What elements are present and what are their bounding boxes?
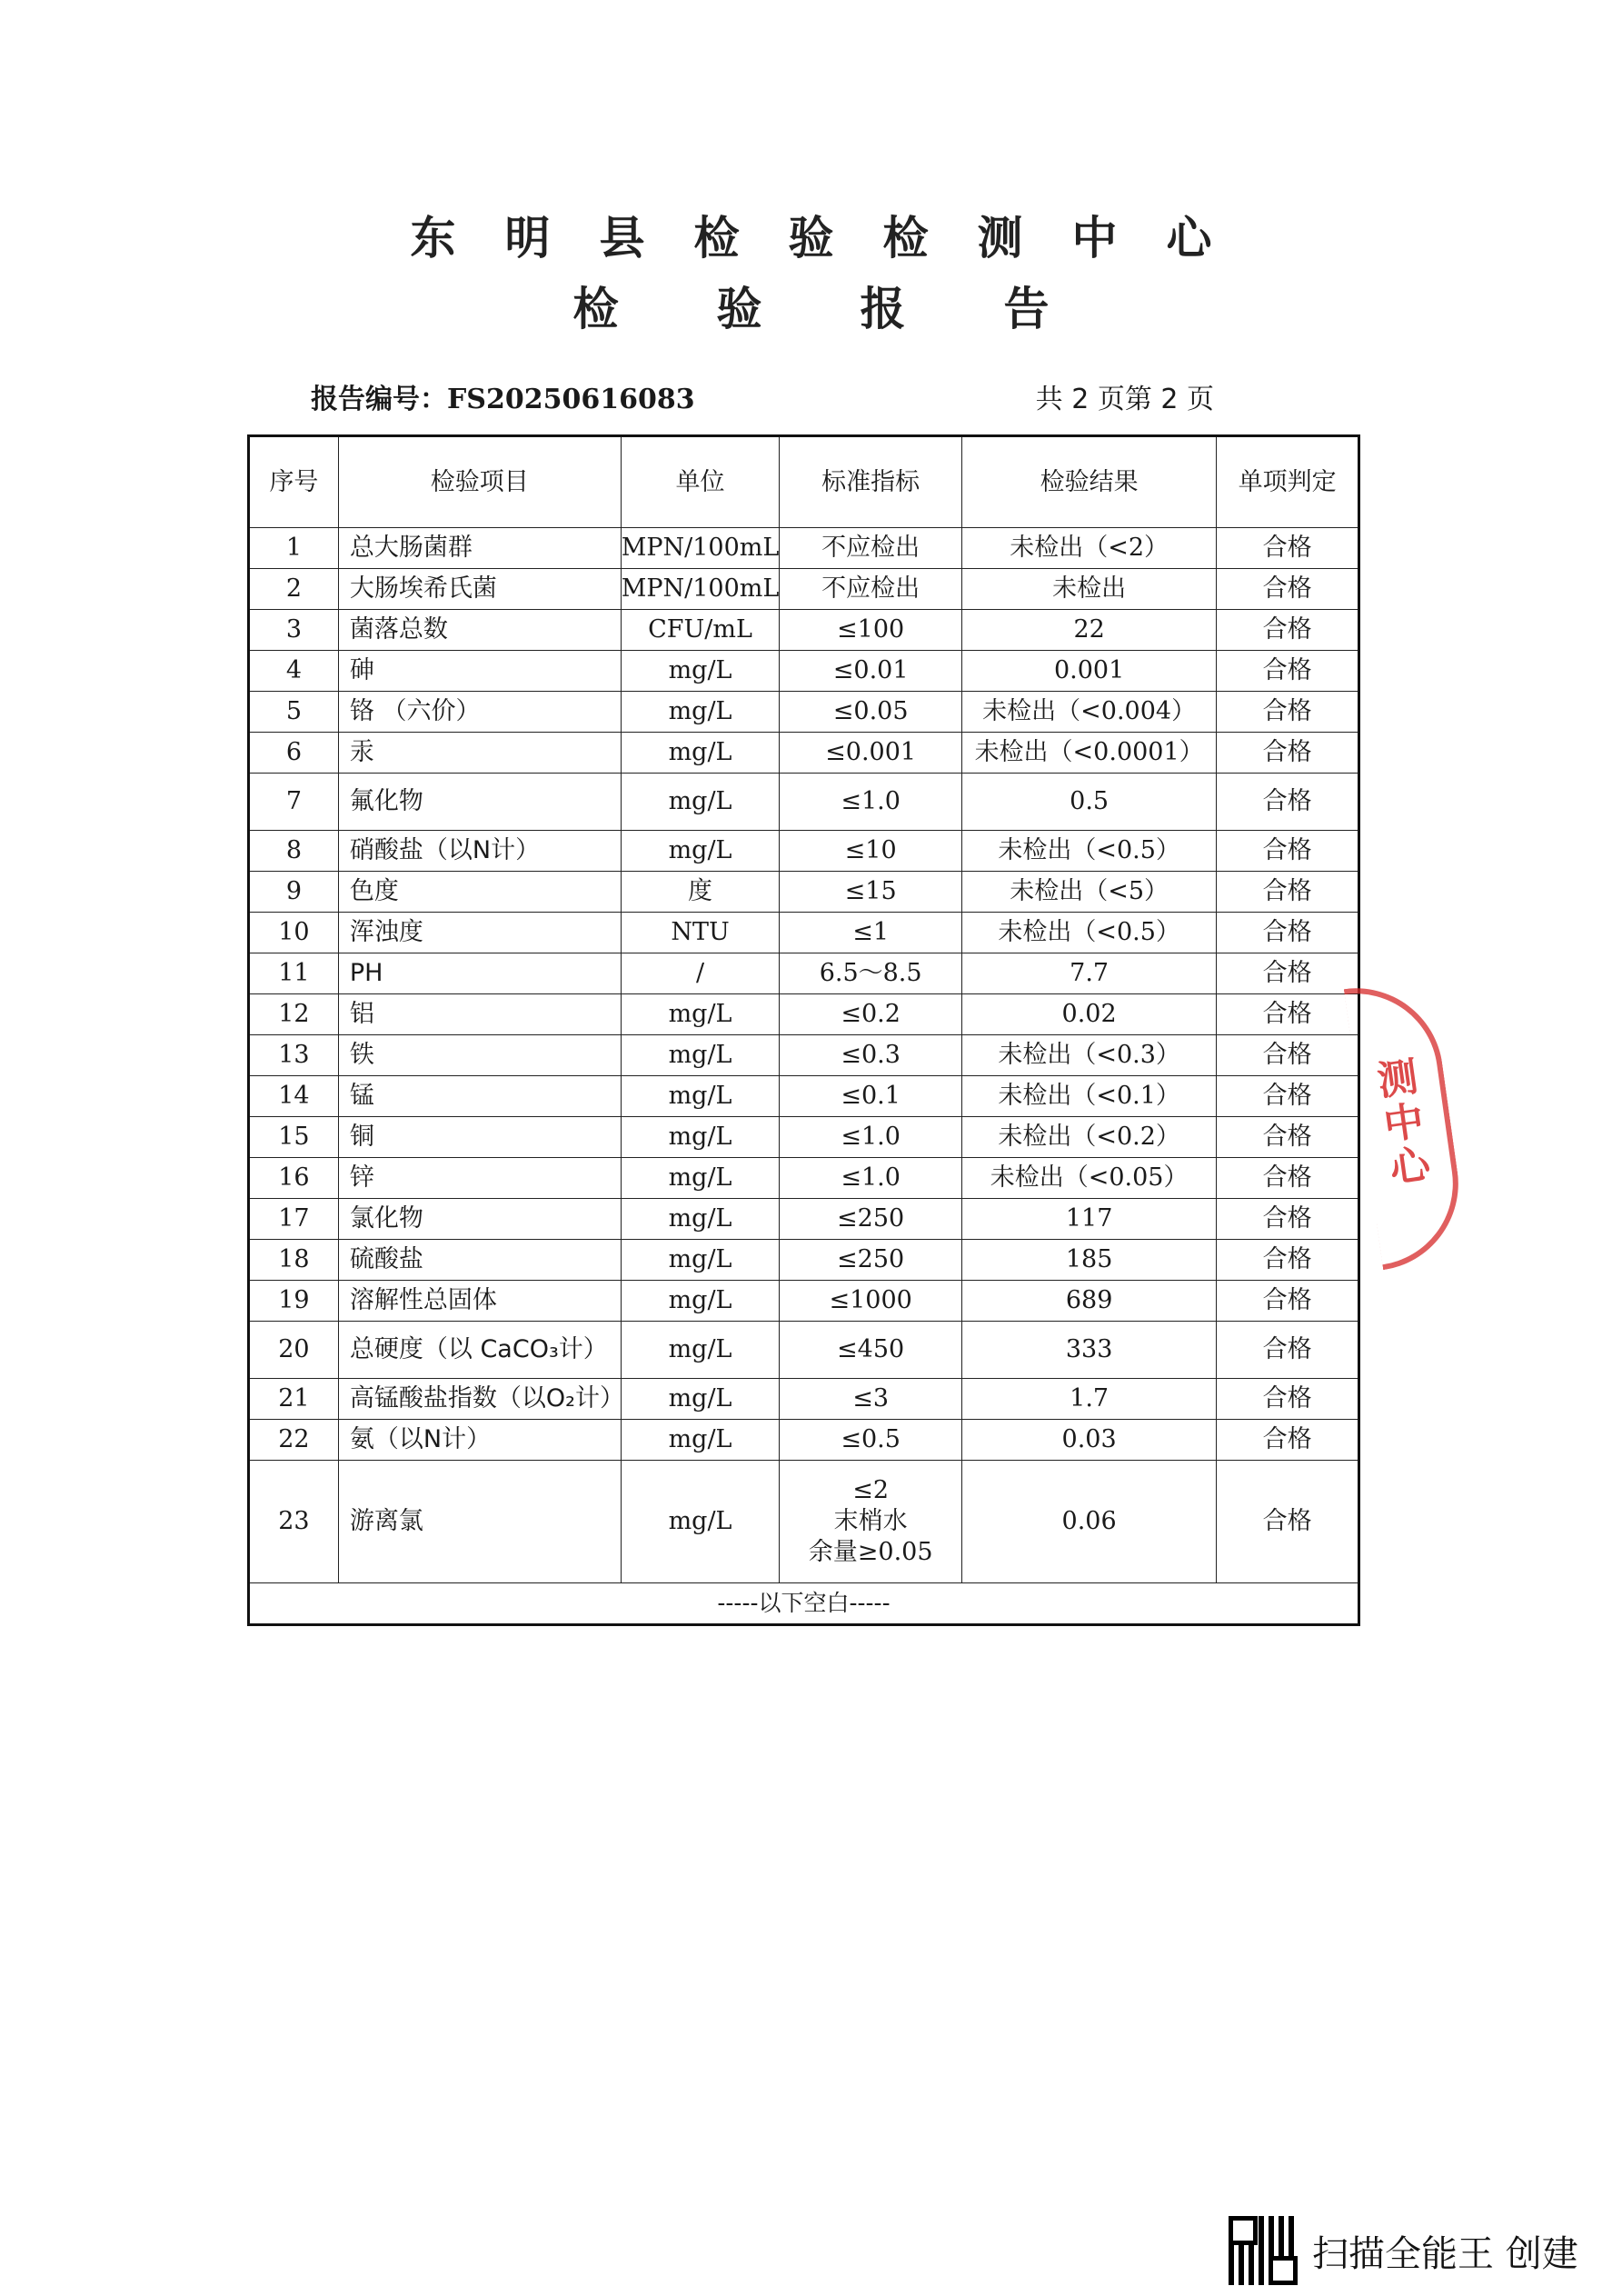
standard-line: ≤1.0	[841, 1163, 901, 1193]
standard-line: ≤0.001	[825, 738, 917, 767]
cell-item: 锌	[338, 1158, 621, 1199]
cell-unit: mg/L	[621, 1158, 780, 1199]
cell-judgement: 合格	[1217, 1117, 1359, 1158]
cell-unit: mg/L	[621, 1281, 780, 1322]
cell-no: 5	[249, 692, 339, 733]
cell-result: 0.03	[961, 1420, 1216, 1461]
standard-line: ≤0.2	[841, 1000, 901, 1029]
cell-unit: mg/L	[621, 1461, 780, 1583]
table-row	[249, 1461, 1359, 1583]
standard-line: ≤0.01	[832, 656, 909, 685]
cell-unit: MPN/100mL	[621, 569, 780, 610]
cell-result: 0.5	[961, 774, 1216, 831]
cell-unit: mg/L	[621, 994, 780, 1035]
standard-line: 不应检出	[821, 534, 920, 563]
cell-result: 未检出（<0.1）	[961, 1076, 1216, 1117]
standard-line: 末梢水	[833, 1507, 908, 1536]
cell-result: 未检出（<0.05）	[961, 1158, 1216, 1199]
cell-no: 10	[249, 913, 339, 953]
table-row	[249, 1117, 1359, 1158]
cell-no: 7	[249, 774, 339, 831]
cell-standard	[780, 1158, 962, 1199]
cell-unit: mg/L	[621, 651, 780, 692]
cell-item: 高锰酸盐指数（以O₂计）	[338, 1379, 621, 1420]
standard-line: ≤100	[837, 615, 905, 644]
cell-standard	[780, 1420, 962, 1461]
cell-unit: mg/L	[621, 1420, 780, 1461]
cell-result: 185	[961, 1240, 1216, 1281]
standard-line: ≤1	[852, 918, 890, 947]
table-row	[249, 733, 1359, 774]
cell-item: 铬 （六价）	[338, 692, 621, 733]
cell-judgement: 合格	[1217, 1076, 1359, 1117]
table-row	[249, 953, 1359, 994]
table-row	[249, 1076, 1359, 1117]
standard-line: ≤3	[852, 1384, 890, 1413]
cell-item: 总大肠菌群	[338, 528, 621, 569]
cell-judgement: 合格	[1217, 1420, 1359, 1461]
cell-standard	[780, 651, 962, 692]
cell-item: 铁	[338, 1035, 621, 1076]
standard-line: ≤0.5	[841, 1425, 901, 1454]
cell-item: 总硬度（以 CaCO₃计）	[338, 1322, 621, 1379]
cell-judgement: 合格	[1217, 1035, 1359, 1076]
cell-judgement: 合格	[1217, 1158, 1359, 1199]
cell-no: 21	[249, 1379, 339, 1420]
standard-line: ≤250	[837, 1245, 905, 1274]
table-row	[249, 651, 1359, 692]
standard-line: ≤450	[837, 1335, 905, 1364]
cell-unit: mg/L	[621, 1322, 780, 1379]
cell-item: 大肠埃希氏菌	[338, 569, 621, 610]
table-header-row	[249, 436, 1359, 528]
cell-judgement: 合格	[1217, 1379, 1359, 1420]
test-results-table	[247, 434, 1360, 1626]
cell-no: 19	[249, 1281, 339, 1322]
table-row	[249, 1199, 1359, 1240]
cell-judgement: 合格	[1217, 774, 1359, 831]
cell-no: 13	[249, 1035, 339, 1076]
cell-no: 9	[249, 872, 339, 913]
col-header-no: 序号	[249, 436, 339, 528]
table-row	[249, 1035, 1359, 1076]
cell-judgement: 合格	[1217, 610, 1359, 651]
table-row	[249, 610, 1359, 651]
cell-item: 菌落总数	[338, 610, 621, 651]
cell-unit: mg/L	[621, 733, 780, 774]
qr-code-icon	[1229, 2216, 1298, 2285]
standard-line: ≤1000	[829, 1286, 912, 1315]
standard-line: ≤2	[852, 1476, 890, 1505]
cell-result: 689	[961, 1281, 1216, 1322]
cell-judgement: 合格	[1217, 569, 1359, 610]
cell-standard	[780, 1461, 962, 1583]
standard-line: ≤250	[837, 1204, 905, 1233]
cell-result: 0.02	[961, 994, 1216, 1035]
cell-no: 11	[249, 953, 339, 994]
cell-judgement: 合格	[1217, 831, 1359, 872]
cell-no: 6	[249, 733, 339, 774]
cell-judgement: 合格	[1217, 528, 1359, 569]
page-info: 共 2 页第 2 页	[1035, 384, 1214, 415]
cell-standard	[780, 774, 962, 831]
cell-standard	[780, 831, 962, 872]
cell-standard	[780, 610, 962, 651]
cell-result: 1.7	[961, 1379, 1216, 1420]
table-row	[249, 831, 1359, 872]
cell-result: 未检出（<0.0001）	[961, 733, 1216, 774]
cell-standard	[780, 1117, 962, 1158]
seal-char: 中	[1380, 1097, 1428, 1150]
cell-result: 未检出（<5）	[961, 872, 1216, 913]
cell-result: 未检出（<0.3）	[961, 1035, 1216, 1076]
seal-char: 测	[1374, 1053, 1421, 1106]
standard-line: ≤0.3	[841, 1041, 901, 1070]
cell-no: 2	[249, 569, 339, 610]
cell-result: 未检出（<0.2）	[961, 1117, 1216, 1158]
cell-standard	[780, 1076, 962, 1117]
org-title: 东明县检验检测中心	[410, 212, 1261, 265]
cell-result: 333	[961, 1322, 1216, 1379]
cell-standard	[780, 528, 962, 569]
cell-standard	[780, 913, 962, 953]
cell-standard	[780, 872, 962, 913]
cell-no: 3	[249, 610, 339, 651]
cell-unit: mg/L	[621, 1035, 780, 1076]
cell-item: 浑浊度	[338, 913, 621, 953]
cell-judgement: 合格	[1217, 1240, 1359, 1281]
table-row	[249, 1158, 1359, 1199]
cell-item: 砷	[338, 651, 621, 692]
cell-item: 游离氯	[338, 1461, 621, 1583]
cell-standard	[780, 1379, 962, 1420]
standard-line: ≤0.1	[841, 1082, 901, 1111]
table-row	[249, 569, 1359, 610]
cell-no: 22	[249, 1420, 339, 1461]
report-number-label: 报告编号：	[311, 384, 447, 415]
cell-unit: NTU	[621, 913, 780, 953]
cell-item: PH	[338, 953, 621, 994]
cell-item: 硫酸盐	[338, 1240, 621, 1281]
table-row	[249, 1281, 1359, 1322]
cell-item: 铜	[338, 1117, 621, 1158]
cell-judgement: 合格	[1217, 953, 1359, 994]
cell-no: 16	[249, 1158, 339, 1199]
cell-result: 7.7	[961, 953, 1216, 994]
cell-item: 汞	[338, 733, 621, 774]
standard-line: ≤10	[844, 836, 897, 865]
cell-result: 未检出（<0.5）	[961, 913, 1216, 953]
table-row	[249, 528, 1359, 569]
cell-standard	[780, 994, 962, 1035]
cell-no: 8	[249, 831, 339, 872]
cell-unit: CFU/mL	[621, 610, 780, 651]
cell-item: 溶解性总固体	[338, 1281, 621, 1322]
table-row	[249, 1322, 1359, 1379]
cell-item: 铝	[338, 994, 621, 1035]
cell-judgement: 合格	[1217, 651, 1359, 692]
cell-unit: mg/L	[621, 1379, 780, 1420]
cell-unit: mg/L	[621, 692, 780, 733]
seal-char: 心	[1387, 1141, 1434, 1193]
cell-judgement: 合格	[1217, 1322, 1359, 1379]
table-row	[249, 1240, 1359, 1281]
cell-judgement: 合格	[1217, 1281, 1359, 1322]
cell-no: 17	[249, 1199, 339, 1240]
cell-item: 硝酸盐（以N计）	[338, 831, 621, 872]
standard-line: ≤1.0	[841, 787, 901, 816]
cell-no: 14	[249, 1076, 339, 1117]
cell-no: 15	[249, 1117, 339, 1158]
cell-standard	[780, 1199, 962, 1240]
table-row	[249, 1379, 1359, 1420]
table-row	[249, 872, 1359, 913]
cell-item: 锰	[338, 1076, 621, 1117]
blank-below-note: -----以下空白-----	[249, 1583, 1359, 1625]
scanner-brand-text: 扫描全能王 创建	[1312, 2232, 1578, 2275]
standard-line: ≤1.0	[841, 1123, 901, 1152]
official-seal	[1344, 977, 1469, 1270]
cell-judgement: 合格	[1217, 733, 1359, 774]
standard-line: 6.5～8.5	[819, 959, 922, 988]
cell-standard	[780, 1281, 962, 1322]
cell-standard	[780, 1035, 962, 1076]
cell-standard	[780, 692, 962, 733]
cell-standard	[780, 953, 962, 994]
standard-line: 不应检出	[821, 574, 920, 604]
col-header-unit: 单位	[621, 436, 780, 528]
cell-standard	[780, 569, 962, 610]
cell-judgement: 合格	[1217, 1461, 1359, 1583]
cell-judgement: 合格	[1217, 692, 1359, 733]
cell-unit: mg/L	[621, 1117, 780, 1158]
cell-no: 23	[249, 1461, 339, 1583]
cell-judgement: 合格	[1217, 913, 1359, 953]
cell-item: 氟化物	[338, 774, 621, 831]
cell-result: 未检出（<0.5）	[961, 831, 1216, 872]
cell-unit: mg/L	[621, 1076, 780, 1117]
table-row	[249, 994, 1359, 1035]
cell-result: 117	[961, 1199, 1216, 1240]
col-header-standard: 标准指标	[780, 436, 962, 528]
cell-result: 0.001	[961, 651, 1216, 692]
standard-line: ≤15	[844, 877, 897, 906]
cell-standard	[780, 733, 962, 774]
cell-unit: mg/L	[621, 1199, 780, 1240]
table-row	[249, 1420, 1359, 1461]
cell-item: 氯化物	[338, 1199, 621, 1240]
cell-result: 未检出	[961, 569, 1216, 610]
cell-unit: mg/L	[621, 831, 780, 872]
cell-standard	[780, 1322, 962, 1379]
cell-no: 20	[249, 1322, 339, 1379]
table-footer-row	[249, 1583, 1359, 1625]
cell-unit: MPN/100mL	[621, 528, 780, 569]
table-row	[249, 913, 1359, 953]
cell-unit: /	[621, 953, 780, 994]
cell-no: 18	[249, 1240, 339, 1281]
cell-standard	[780, 1240, 962, 1281]
cell-unit: 度	[621, 872, 780, 913]
table-row	[249, 692, 1359, 733]
standard-line: 余量≥0.05	[808, 1537, 933, 1566]
cell-item: 色度	[338, 872, 621, 913]
cell-judgement: 合格	[1217, 994, 1359, 1035]
col-header-result: 检验结果	[961, 436, 1216, 528]
cell-judgement: 合格	[1217, 872, 1359, 913]
standard-line: ≤0.05	[832, 697, 909, 726]
cell-no: 1	[249, 528, 339, 569]
col-header-judgement: 单项判定	[1217, 436, 1359, 528]
scanner-watermark	[1229, 2214, 1578, 2287]
cell-result: 未检出（<0.004）	[961, 692, 1216, 733]
cell-judgement: 合格	[1217, 1199, 1359, 1240]
cell-result: 未检出（<2）	[961, 528, 1216, 569]
cell-no: 12	[249, 994, 339, 1035]
cell-result: 0.06	[961, 1461, 1216, 1583]
col-header-item: 检验项目	[338, 436, 621, 528]
cell-item: 氨（以N计）	[338, 1420, 621, 1461]
cell-no: 4	[249, 651, 339, 692]
report-number	[311, 376, 695, 416]
report-title: 检验报告	[572, 283, 1148, 335]
cell-unit: mg/L	[621, 774, 780, 831]
cell-unit: mg/L	[621, 1240, 780, 1281]
report-number-value: FS20250616083	[447, 384, 695, 415]
table-row	[249, 774, 1359, 831]
cell-result: 22	[961, 610, 1216, 651]
